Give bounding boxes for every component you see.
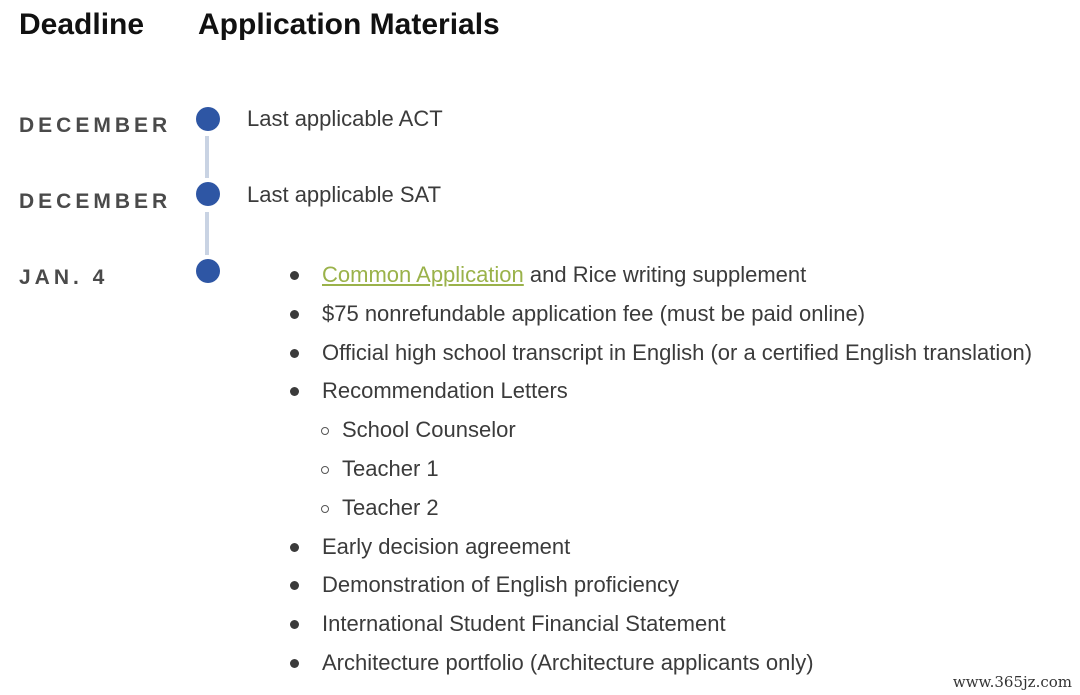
list-item bbox=[290, 295, 1032, 334]
list-item bbox=[290, 256, 1032, 295]
list-item bbox=[290, 605, 1032, 644]
sub-list-item bbox=[290, 411, 1032, 450]
bullet-icon bbox=[290, 659, 299, 668]
bullet-icon bbox=[290, 349, 299, 358]
list-item-text: Early decision agreement bbox=[322, 533, 571, 559]
circle-bullet-icon bbox=[321, 505, 329, 513]
bullet-icon bbox=[290, 543, 299, 552]
bullet-icon bbox=[290, 387, 299, 396]
list-item-text: Architecture portfolio (Architecture applicants only) bbox=[322, 649, 814, 675]
materials-list bbox=[290, 256, 1032, 683]
deadline-column-header: Deadline bbox=[19, 8, 145, 41]
bullet-icon bbox=[290, 271, 299, 280]
list-item-text: School Counselor bbox=[342, 417, 516, 443]
sub-list-item bbox=[290, 450, 1032, 489]
list-item-text: Teacher 1 bbox=[342, 455, 439, 481]
list-item-text: International Student Financial Statement bbox=[322, 611, 726, 637]
timeline-dot-sat bbox=[196, 182, 220, 206]
list-item bbox=[290, 566, 1032, 605]
circle-bullet-icon bbox=[321, 427, 329, 435]
bullet-icon bbox=[290, 310, 299, 319]
common-application-link[interactable]: Common Application bbox=[322, 262, 524, 287]
list-item-text: Recommendation Letters bbox=[322, 378, 568, 404]
timeline-event-act: Last applicable ACT bbox=[247, 106, 443, 131]
timeline-dot-act bbox=[196, 107, 220, 131]
watermark: www.365jz.com bbox=[952, 673, 1072, 691]
timeline-date-sat: DECEMBER bbox=[19, 190, 172, 213]
bullet-icon bbox=[290, 581, 299, 590]
materials-column-header: Application Materials bbox=[198, 8, 500, 41]
list-item-text: and Rice writing supplement bbox=[523, 262, 807, 287]
timeline-date-jan4: JAN. 4 bbox=[19, 266, 109, 289]
list-item-text: Official high school transcript in English (or a certified English translation) bbox=[322, 339, 1033, 365]
list-item bbox=[290, 644, 1032, 683]
sub-list-item bbox=[290, 489, 1032, 528]
timeline-connector bbox=[205, 212, 209, 255]
timeline-event-sat: Last applicable SAT bbox=[247, 182, 442, 207]
list-item-text: Demonstration of English proficiency bbox=[322, 572, 680, 598]
timeline-connector bbox=[205, 136, 209, 178]
list-item bbox=[290, 528, 1032, 567]
list-item bbox=[290, 372, 1032, 411]
circle-bullet-icon bbox=[321, 466, 329, 474]
bullet-icon bbox=[290, 620, 299, 629]
list-item bbox=[290, 334, 1032, 373]
timeline-date-act: DECEMBER bbox=[19, 114, 172, 137]
timeline-dot-jan4 bbox=[196, 259, 220, 283]
list-item-text: $75 nonrefundable application fee (must be paid online) bbox=[322, 300, 866, 326]
list-item-text: Teacher 2 bbox=[342, 494, 439, 520]
